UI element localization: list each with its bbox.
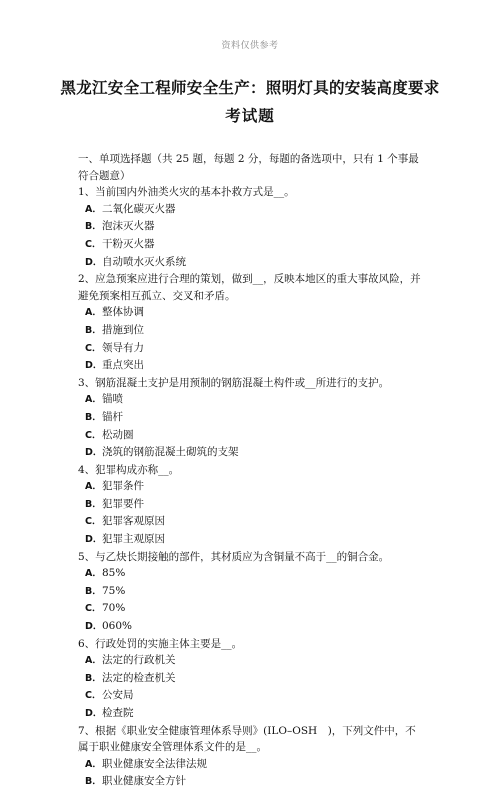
option-letter: D． bbox=[85, 621, 103, 633]
option-d bbox=[78, 531, 426, 549]
option-letter: C． bbox=[85, 603, 102, 615]
question-stem: 5、与乙炔长期接触的部件，其材质应为含铜量不高于__的铜合金。 bbox=[78, 550, 390, 563]
option-text: 检查院 bbox=[102, 707, 134, 719]
option-text: 公安局 bbox=[102, 689, 134, 702]
option-text: 犯罪客观原因 bbox=[102, 515, 165, 528]
option-letter: C． bbox=[85, 238, 102, 250]
option-letter: D． bbox=[85, 256, 103, 268]
option-d bbox=[78, 254, 426, 272]
option-c bbox=[78, 340, 426, 358]
option-letter: A． bbox=[85, 307, 102, 319]
option-text: 060% bbox=[102, 620, 133, 633]
option-letter: C． bbox=[85, 429, 102, 441]
option-letter: A． bbox=[85, 655, 102, 667]
option-letter: D． bbox=[85, 447, 103, 459]
option-letter: A． bbox=[85, 568, 102, 580]
option-c bbox=[78, 687, 426, 705]
question-7 bbox=[78, 723, 426, 791]
option-text: 75% bbox=[102, 584, 126, 597]
option-letter: D． bbox=[85, 534, 103, 546]
option-letter: B． bbox=[85, 672, 102, 684]
option-text: 重点突出 bbox=[102, 359, 144, 372]
option-text: 自动喷水灭火系统 bbox=[102, 255, 186, 268]
question-stem: 7、根据《职业安全健康管理体系导则》(ILO–OSH )，下列文件中，不属于职业健康安全管理体系文件的是__。 bbox=[78, 724, 416, 754]
option-text: 干粉灭火器 bbox=[102, 237, 155, 250]
option-a bbox=[78, 304, 426, 322]
option-c bbox=[78, 427, 426, 445]
option-letter: B． bbox=[85, 411, 102, 423]
option-d bbox=[78, 705, 426, 723]
option-text: 二氧化碳灭火器 bbox=[102, 202, 176, 215]
option-d bbox=[78, 357, 426, 375]
option-a bbox=[78, 391, 426, 409]
document-subtitle: 考试题 bbox=[225, 106, 275, 125]
option-a bbox=[78, 478, 426, 496]
option-letter: B． bbox=[85, 498, 102, 510]
document-title: 黑龙江安全工程师安全生产：照明灯具的安装高度要求 bbox=[60, 78, 440, 97]
option-text: 泡沫灭火器 bbox=[102, 220, 155, 233]
option-a bbox=[78, 756, 426, 774]
option-letter: C． bbox=[85, 342, 102, 354]
option-b bbox=[78, 409, 426, 427]
option-a bbox=[78, 201, 426, 219]
option-b bbox=[78, 773, 426, 791]
option-letter: B． bbox=[85, 585, 102, 597]
option-text: 犯罪主观原因 bbox=[102, 533, 165, 546]
option-letter: D． bbox=[85, 360, 103, 372]
option-text: 松动圈 bbox=[102, 428, 134, 441]
option-letter: A． bbox=[85, 394, 102, 406]
option-text: 法定的检查机关 bbox=[102, 671, 176, 684]
question-stem: 6、行政处罚的实施主体主要是__。 bbox=[78, 637, 243, 650]
option-b bbox=[78, 322, 426, 340]
option-letter: D． bbox=[85, 708, 103, 719]
option-text: 85% bbox=[102, 567, 126, 580]
option-text: 锚喷 bbox=[102, 393, 123, 406]
option-text: 领导有力 bbox=[102, 341, 144, 354]
question-4 bbox=[78, 462, 426, 549]
option-text: 整体协调 bbox=[102, 306, 144, 319]
option-d bbox=[78, 444, 426, 462]
option-b bbox=[78, 496, 426, 514]
option-letter: B． bbox=[85, 324, 102, 336]
option-c bbox=[78, 236, 426, 254]
option-c bbox=[78, 600, 426, 618]
option-a bbox=[78, 652, 426, 670]
option-a bbox=[78, 565, 426, 583]
option-b bbox=[78, 670, 426, 688]
option-c bbox=[78, 513, 426, 531]
option-text: 职业健康安全法律法规 bbox=[102, 757, 207, 770]
question-2 bbox=[78, 271, 426, 375]
question-stem: 2、应急预案应进行合理的策划，做到__，反映本地区的重大事故风险，并避免预案相互孤立、交叉和矛盾。 bbox=[78, 273, 421, 302]
option-text: 犯罪要件 bbox=[102, 497, 144, 510]
option-b bbox=[78, 218, 426, 236]
option-letter: A． bbox=[85, 758, 102, 770]
question-5 bbox=[78, 549, 426, 636]
option-letter: B． bbox=[85, 221, 102, 233]
option-text: 职业健康安全方针 bbox=[102, 775, 186, 788]
option-text: 犯罪条件 bbox=[102, 480, 144, 493]
option-letter: C． bbox=[85, 690, 102, 702]
option-text: 锚杆 bbox=[102, 410, 123, 423]
question-stem: 3、钢筋混凝土支护是用预制的钢筋混凝土构件或__所进行的支护。 bbox=[78, 376, 390, 389]
option-text: 浇筑的钢筋混凝土砌筑的支架 bbox=[102, 446, 239, 459]
question-6 bbox=[78, 636, 426, 723]
option-text: 措施到位 bbox=[102, 323, 144, 336]
exam-content bbox=[78, 151, 426, 791]
option-letter: A． bbox=[85, 203, 102, 215]
question-stem: 1、当前国内外油类火灾的基本扑救方式是__。 bbox=[78, 186, 295, 199]
option-text: 70% bbox=[102, 602, 126, 615]
header-note: 资料仅供参考 bbox=[221, 41, 279, 51]
question-3 bbox=[78, 375, 426, 462]
option-letter: B． bbox=[85, 776, 102, 788]
option-letter: C． bbox=[85, 516, 102, 528]
option-b bbox=[78, 583, 426, 601]
question-stem: 4、犯罪构成亦称__。 bbox=[78, 463, 180, 476]
option-d bbox=[78, 618, 426, 636]
option-letter: A． bbox=[85, 481, 102, 493]
section-heading: 一、单项选择题（共 25 题，每题 2 分，每题的备选项中，只有 1 个事最符合题意） bbox=[78, 153, 419, 182]
option-text: 法定的行政机关 bbox=[102, 654, 176, 667]
question-1 bbox=[78, 184, 426, 271]
